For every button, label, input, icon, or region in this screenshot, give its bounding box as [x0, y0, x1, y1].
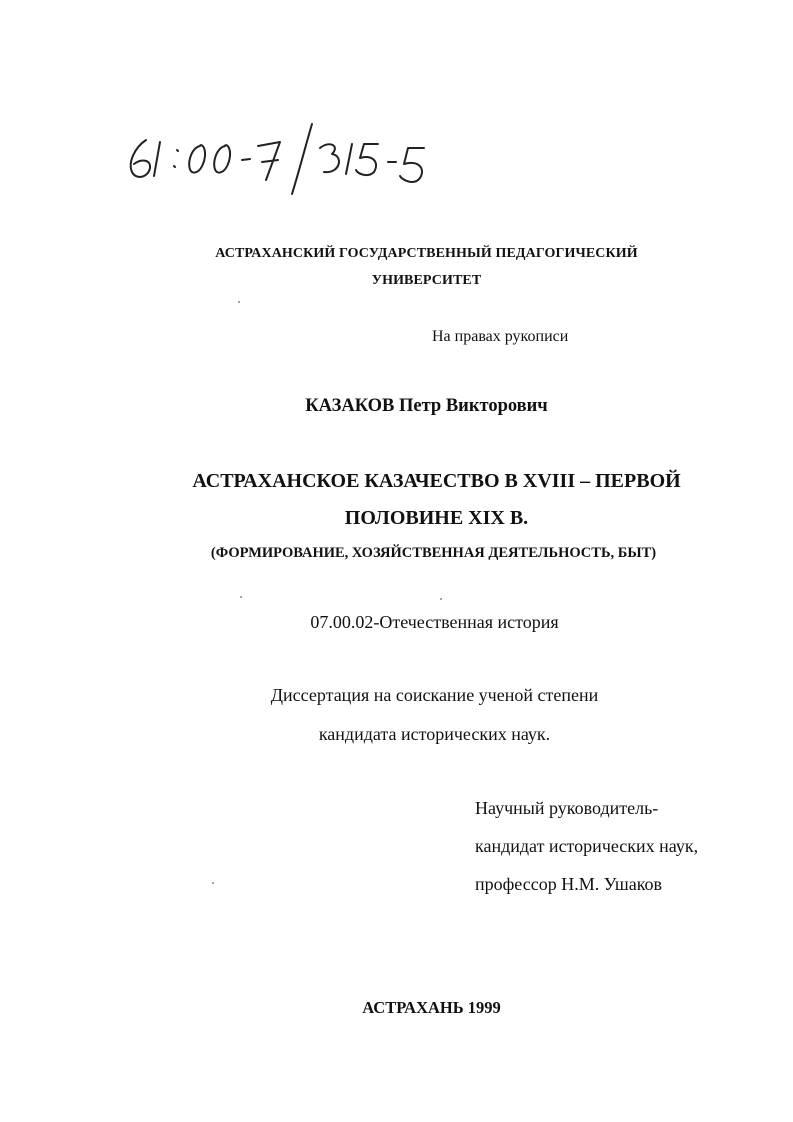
author-name: КАЗАКОВ Петр Викторович	[305, 396, 548, 416]
scan-speck	[440, 598, 442, 600]
university-name-line1: АСТРАХАНСКИЙ ГОСУДАРСТВЕННЫЙ ПЕДАГОГИЧЕСКИЙ	[215, 246, 638, 261]
manuscript-rights-note: На правах рукописи	[432, 328, 569, 345]
dissertation-subtitle: (ФОРМИРОВАНИЕ, ХОЗЯЙСТВЕННАЯ ДЕЯТЕЛЬНОСТЬ, БЫТ)	[210, 545, 657, 561]
city-year: АСТРАХАНЬ 1999	[362, 998, 501, 1017]
handwritten-number-drawing	[120, 118, 480, 198]
supervisor-line3: профессор Н.М. Ушаков	[475, 874, 663, 894]
degree-line1: Диссертация на соискание ученой степени	[270, 685, 599, 705]
dissertation-title-line2: ПОЛОВИНЕ XIX В.	[344, 507, 529, 529]
scan-speck	[240, 596, 242, 598]
specialty-code: 07.00.02-Отечественная история	[310, 612, 559, 632]
dissertation-title-line1: АСТРАХАНСКОЕ КАЗАЧЕСТВО В XVIII – ПЕРВОЙ	[192, 470, 681, 492]
handwritten-archive-number	[120, 118, 480, 198]
supervisor-line1: Научный руководитель-	[475, 798, 659, 818]
scan-speck	[238, 301, 240, 303]
degree-line2: кандидата исторических наук.	[318, 724, 551, 744]
university-name-line2: УНИВЕРСИТЕТ	[371, 273, 482, 288]
supervisor-line2: кандидат исторических наук,	[475, 836, 699, 856]
scan-speck	[212, 882, 214, 884]
